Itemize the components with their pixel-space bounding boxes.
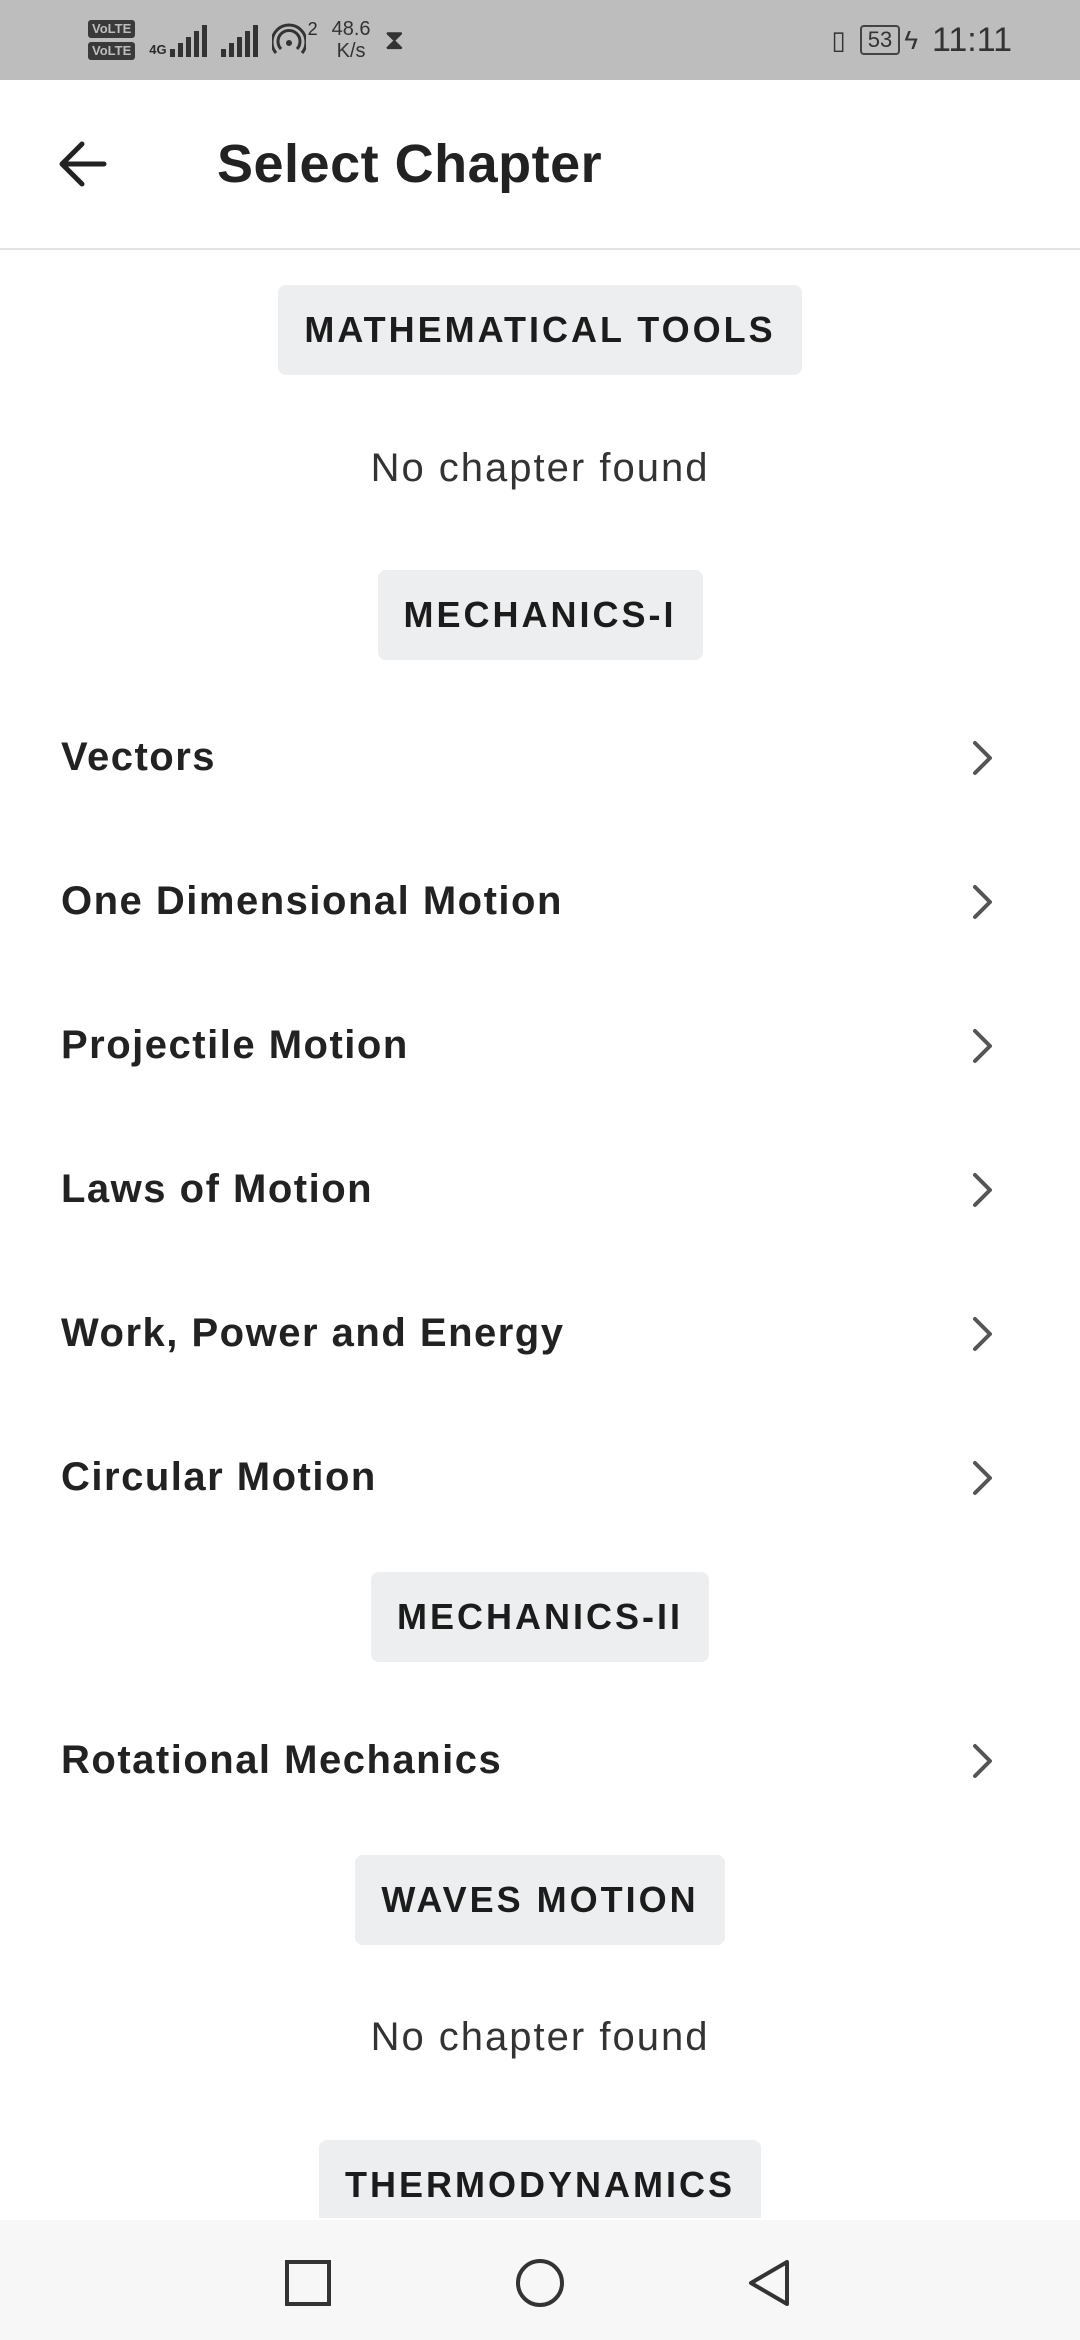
chapter-label: Rotational Mechanics <box>61 1738 503 1782</box>
chevron-right-icon <box>968 1314 998 1354</box>
chapter-item-vectors[interactable] <box>0 692 1080 822</box>
chevron-right-icon <box>968 1458 998 1498</box>
network-type-label: 4G <box>149 42 167 57</box>
network-speed <box>332 18 371 62</box>
section-header-mathematical-tools <box>0 285 1080 375</box>
chapter-label: Vectors <box>61 735 217 779</box>
chapter-item-projectile-motion[interactable] <box>0 980 1080 1110</box>
battery-level: 53 <box>867 27 893 52</box>
chapter-item-laws-of-motion[interactable] <box>0 1124 1080 1254</box>
chevron-right-icon <box>968 1741 998 1781</box>
charging-icon: ϟ <box>904 24 918 55</box>
hotspot-count: 2 <box>307 18 318 39</box>
empty-message: No chapter found <box>370 446 710 490</box>
chapter-item-work-power-energy[interactable] <box>0 1268 1080 1398</box>
chapter-item-circular-motion[interactable] <box>0 1412 1080 1542</box>
signal-1-icon <box>170 23 207 57</box>
circle-icon[interactable] <box>515 2258 565 2308</box>
navigation-bar <box>0 2220 1080 2340</box>
chevron-right-icon <box>968 1026 998 1066</box>
hourglass-icon: ⧗ <box>384 23 405 55</box>
battery-icon <box>860 25 900 55</box>
chapter-label: Laws of Motion <box>61 1167 374 1211</box>
empty-message: No chapter found <box>370 2015 710 2059</box>
square-icon[interactable] <box>283 2258 333 2308</box>
section-title: MATHEMATICAL TOOLS <box>278 285 801 375</box>
volte-2-badge: VoLTE <box>88 42 135 60</box>
speed-value: 48.6 <box>331 18 371 40</box>
chapter-label: Work, Power and Energy <box>61 1311 565 1355</box>
section-title: MECHANICS-II <box>371 1572 709 1662</box>
section-header-waves-motion <box>0 1855 1080 1945</box>
section-title: WAVES MOTION <box>355 1855 724 1945</box>
triangle-back-icon[interactable] <box>745 2258 795 2308</box>
chapter-label: Projectile Motion <box>61 1023 409 1067</box>
chevron-right-icon <box>968 738 998 778</box>
vibrate-icon: ▯ <box>831 24 846 55</box>
chapter-list[interactable] <box>0 250 1080 2218</box>
section-header-mechanics-ii <box>0 1572 1080 1662</box>
app-bar <box>0 80 1080 250</box>
speed-unit: K/s <box>336 40 366 62</box>
status-right <box>831 10 1012 70</box>
volte-1-badge: VoLTE <box>88 20 135 38</box>
chapter-item-one-dimensional-motion[interactable] <box>0 836 1080 966</box>
hotspot-icon <box>272 23 306 57</box>
section-title: THERMODYNAMICS <box>319 2140 761 2218</box>
chapter-item-rotational-mechanics[interactable] <box>0 1695 1080 1825</box>
chevron-right-icon <box>968 1170 998 1210</box>
network-type <box>149 23 206 57</box>
chapter-label: One Dimensional Motion <box>61 879 563 923</box>
signal-2-icon <box>221 23 258 57</box>
status-left <box>88 10 404 70</box>
arrow-left-icon[interactable] <box>52 136 112 192</box>
clock: 11:11 <box>931 20 1012 59</box>
chevron-right-icon <box>968 882 998 922</box>
chapter-label: Circular Motion <box>61 1455 377 1499</box>
status-bar <box>0 0 1080 80</box>
section-header-thermodynamics <box>0 2140 1080 2218</box>
section-title: MECHANICS-I <box>378 570 703 660</box>
volte-indicators <box>88 20 135 60</box>
section-header-mechanics-i <box>0 570 1080 660</box>
page-title: Select Chapter <box>217 134 603 194</box>
